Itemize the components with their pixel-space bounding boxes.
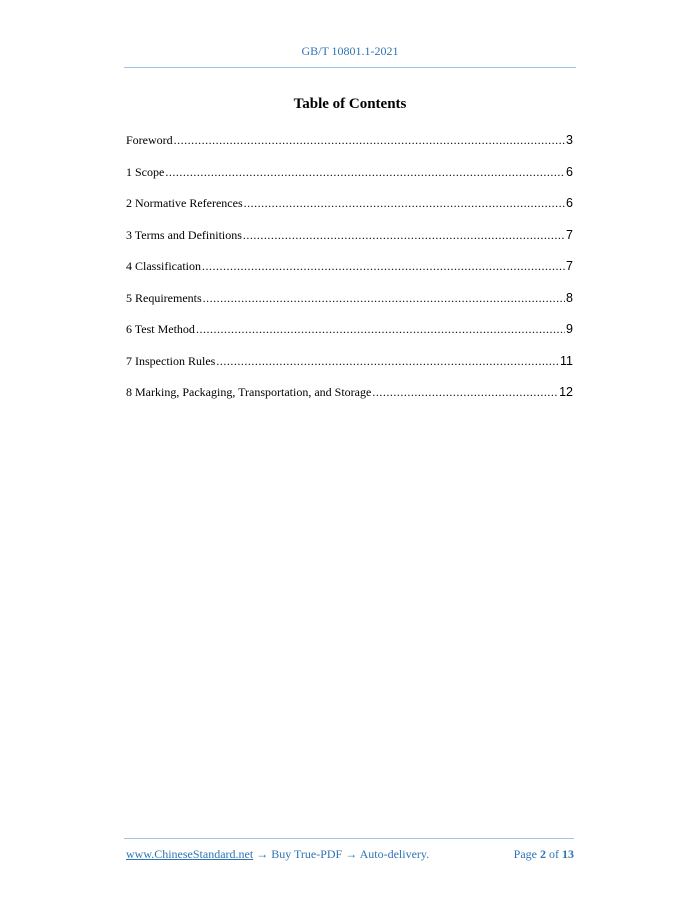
toc-entry-page: 9: [566, 322, 573, 336]
page-total: 13: [562, 847, 574, 861]
toc-entry-page: 11: [560, 353, 573, 368]
of-word: of: [549, 847, 559, 861]
toc-entry-label: 8 Marking, Packaging, Transportation, and Storage: [126, 385, 372, 399]
buy-true-pdf-text: Buy True-PDF: [271, 847, 343, 861]
toc-leader-dots: [203, 291, 565, 306]
toc-leader-dots: [196, 322, 565, 337]
toc-entry-foreword[interactable]: [126, 133, 573, 165]
toc-entry-inspection-rules[interactable]: [126, 354, 573, 386]
toc-entry-label: 4 Classification: [126, 259, 201, 273]
toc-entry-label: 7 Inspection Rules: [126, 353, 216, 368]
toc-entry-marking-packaging[interactable]: [126, 385, 573, 417]
toc-entry-page: 7: [566, 227, 573, 242]
toc-entry-test-method[interactable]: [126, 322, 573, 354]
arrow-icon: →: [342, 847, 360, 861]
toc-entry-page: 8: [566, 290, 573, 305]
site-link[interactable]: www.ChineseStandard.net: [126, 847, 254, 861]
toc-entry-label: 1 Scope: [126, 164, 165, 179]
toc-entry-label: 3 Terms and Definitions: [126, 227, 242, 242]
page-indicator: [514, 847, 574, 862]
header-doc-code: GB/T 10801.1-2021: [301, 44, 399, 58]
toc-entry-label: 5 Requirements: [126, 290, 202, 305]
toc-leader-dots: [165, 165, 565, 180]
arrow-icon: →: [253, 847, 272, 861]
footer-divider: [124, 838, 574, 839]
footer-promo: [126, 847, 429, 862]
toc-entry-label: 6 Test Method: [126, 322, 195, 336]
toc-entry-page: 3: [566, 133, 573, 147]
toc-leader-dots: [174, 133, 565, 148]
toc-entry-label: 2 Normative References: [126, 196, 243, 210]
toc-entry-normative-references[interactable]: [126, 196, 573, 228]
header-divider: [124, 67, 576, 68]
page-word: Page: [513, 847, 537, 861]
toc-entry-page: 12: [559, 385, 573, 399]
table-of-contents: [126, 133, 573, 417]
toc-entry-page: 6: [566, 164, 573, 179]
toc-entry-label: Foreword: [126, 133, 173, 147]
toc-leader-dots: [243, 228, 565, 243]
toc-entry-terms-definitions[interactable]: [126, 228, 573, 260]
page-current: 2: [540, 847, 546, 861]
toc-leader-dots: [202, 259, 565, 274]
auto-delivery-text: Auto-delivery.: [359, 847, 430, 861]
toc-leader-dots: [244, 196, 565, 211]
toc-title: Table of Contents: [293, 96, 407, 112]
toc-entry-page: 6: [566, 196, 573, 210]
toc-entry-requirements[interactable]: [126, 291, 573, 323]
toc-leader-dots: [216, 354, 559, 369]
toc-leader-dots: [372, 385, 558, 400]
toc-entry-page: 7: [566, 259, 573, 273]
toc-entry-classification[interactable]: [126, 259, 573, 291]
toc-entry-scope[interactable]: [126, 165, 573, 197]
